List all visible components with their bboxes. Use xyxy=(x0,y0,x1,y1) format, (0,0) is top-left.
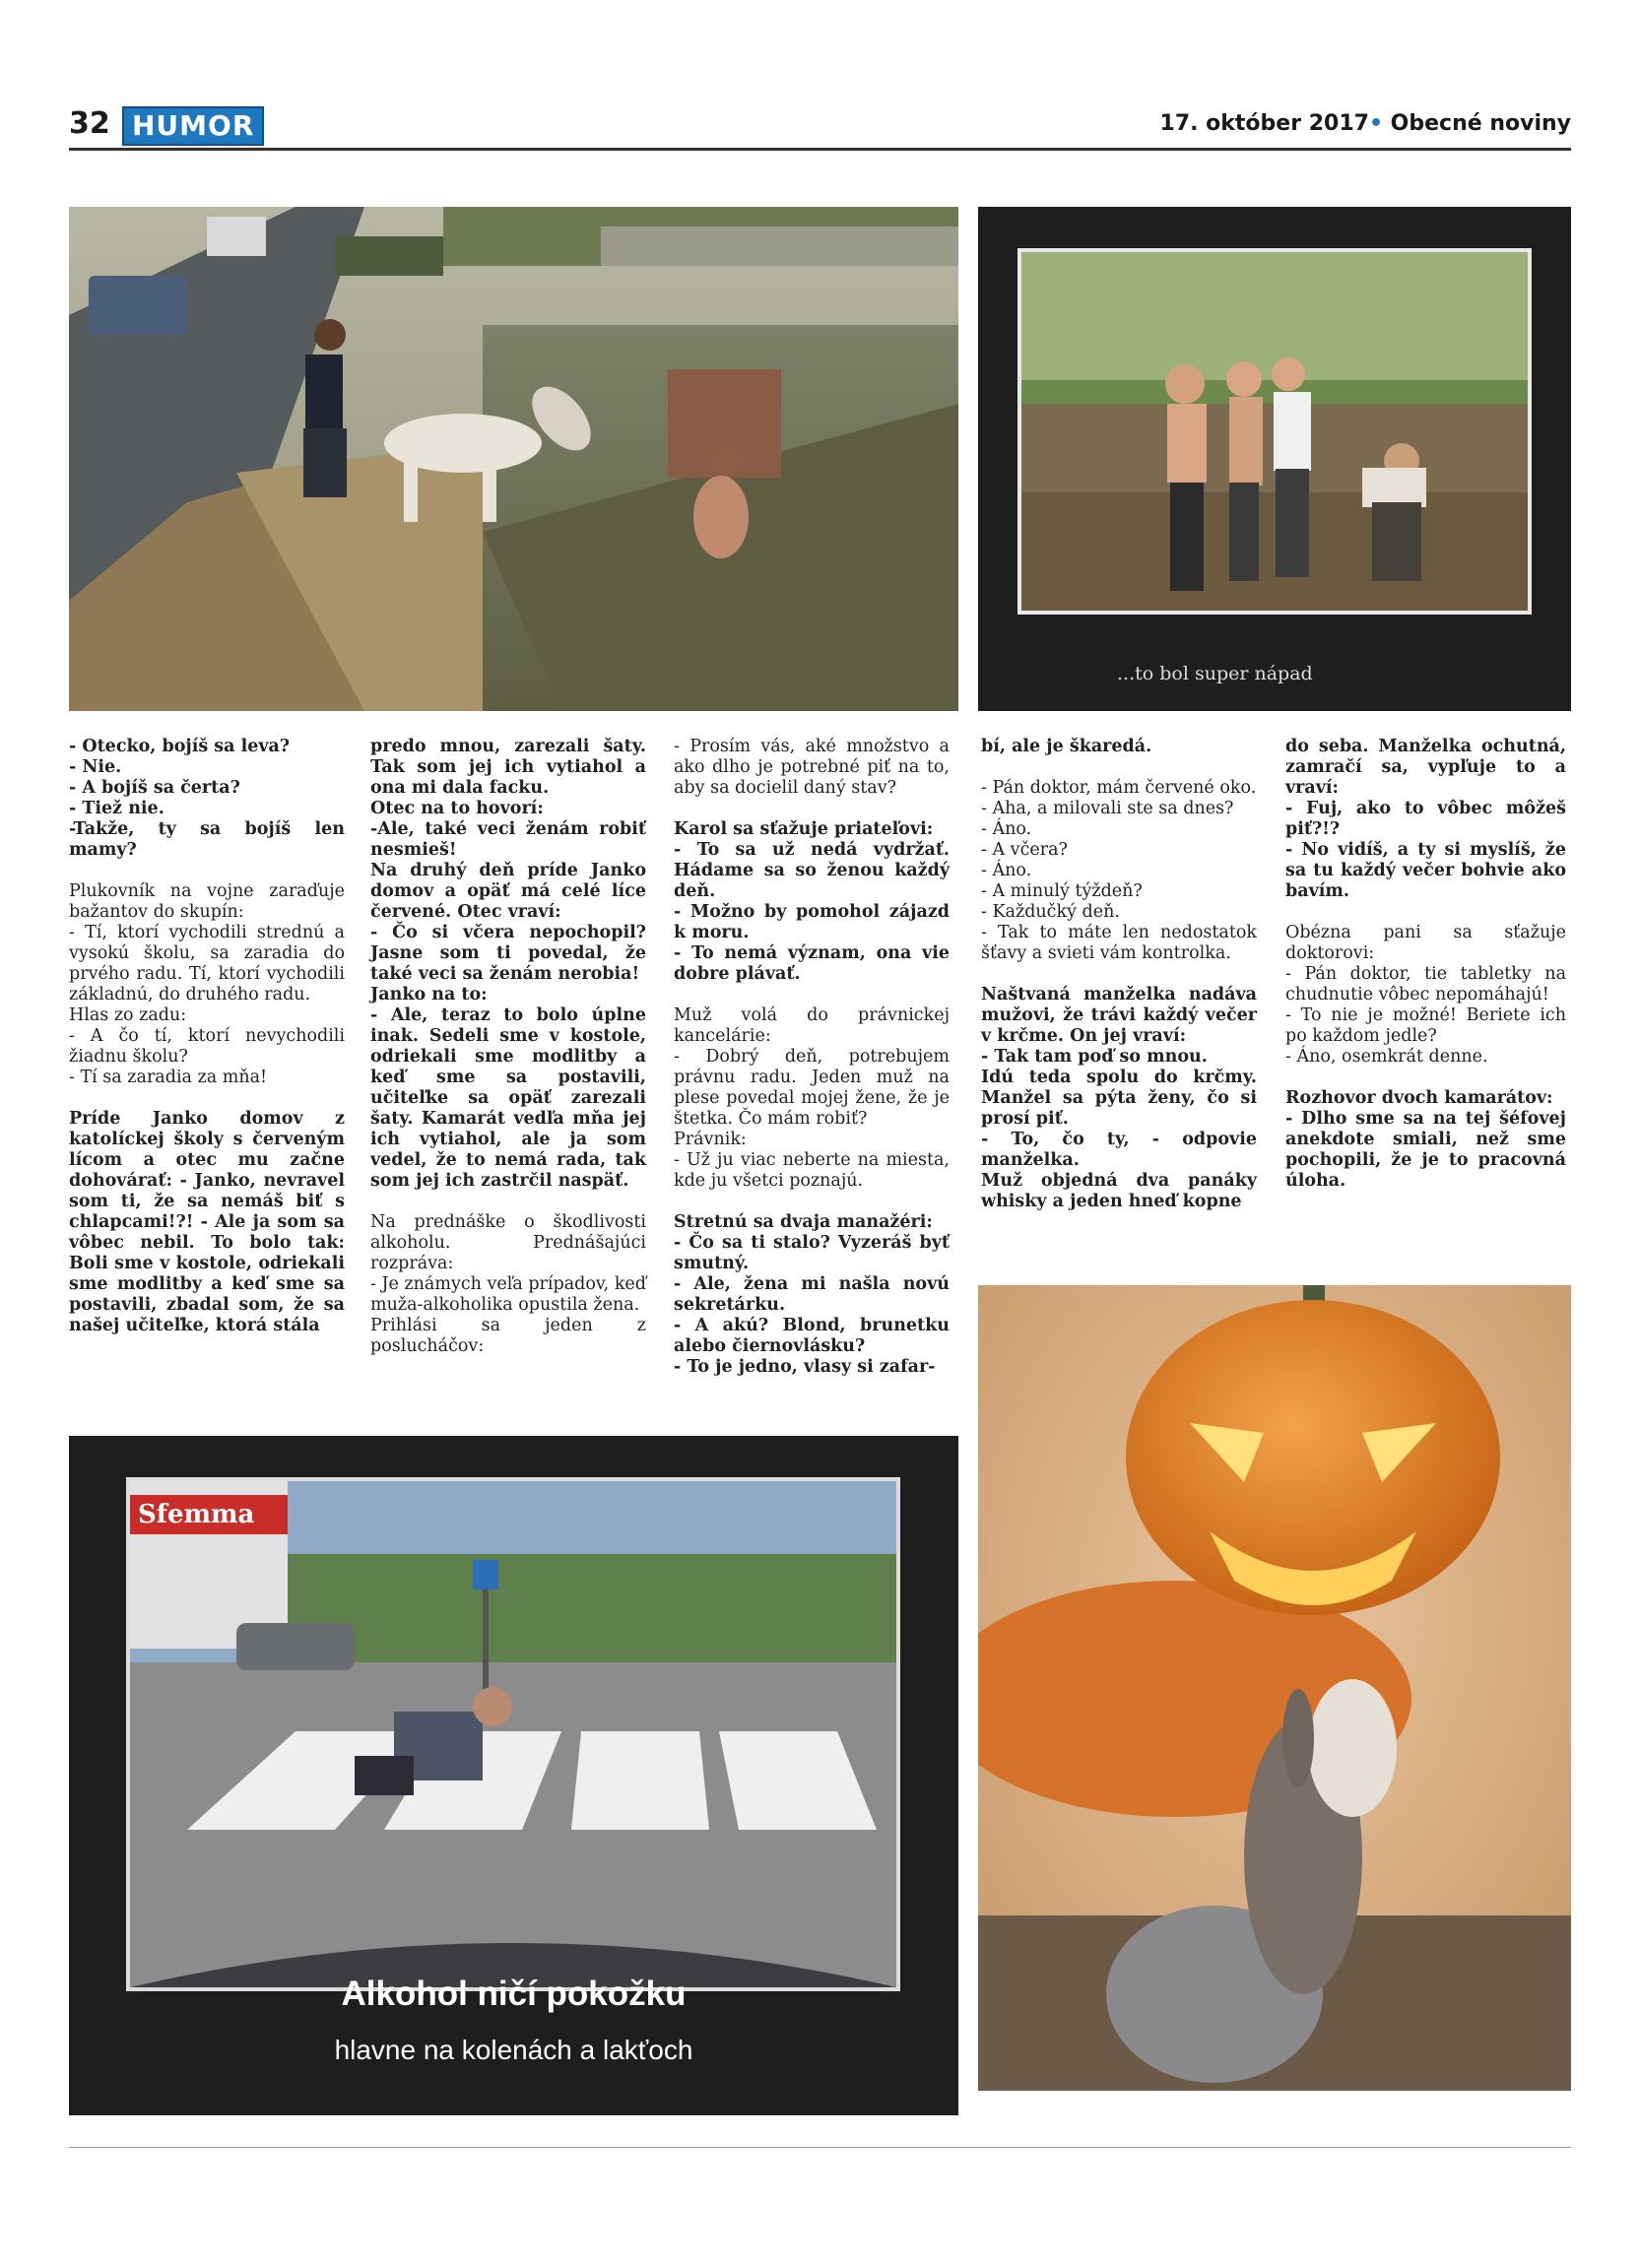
joke-line: - A čo tí, ktorí nevychodili žiadnu školu? xyxy=(69,1026,345,1067)
joke-line: -Ale, také veci ženám robiť nesmieš! xyxy=(370,819,646,860)
crawl-caption-line1: Alkohol ničí pokožku xyxy=(341,1975,687,2013)
page-header xyxy=(69,102,1571,146)
joke-line: bí, ale je škaredá. xyxy=(981,737,1152,756)
pumpkin-squirrel-image xyxy=(978,1285,1571,2091)
joke-line: - Tak to máte len nedostatok šťavy a svieti vám kontrolka. xyxy=(981,923,1257,963)
joke-line: - A akú? Blond, brunetku alebo čiernovlásku? xyxy=(674,1316,950,1356)
page-number: 32 xyxy=(69,106,110,141)
pumpkin-squirrel-photo xyxy=(978,1285,1571,2091)
text-column-2 xyxy=(370,737,646,1357)
joke-line: -Takže, ty sa bojíš len mamy? xyxy=(69,819,345,860)
joke-line: Naštvaná manželka nadáva mužovi, že trávi každý večer v krčme. On jej vraví: xyxy=(981,985,1257,1046)
joke-line: - Ale, žena mi našla novú sekretárku. xyxy=(674,1274,950,1315)
joke-line: Muž objedná dva panáky whisky a jeden hneď kopne xyxy=(981,1171,1257,1211)
joke-line: - To nemá význam, ona vie dobre plávať. xyxy=(674,943,950,984)
joke-line: - Tak tam poď so mnou. xyxy=(981,1047,1208,1067)
joke-line: Janko na to: xyxy=(370,985,488,1004)
joke-line: - Áno. xyxy=(981,861,1032,880)
joke-line: predo mnou, zarezali šaty. Tak som jej ich vytiahol a ona mi dala facku. xyxy=(370,737,646,798)
joke-line: - A bojíš sa čerta? xyxy=(69,778,240,798)
joke-line: Muž volá do právnickej kancelárie: xyxy=(674,1005,950,1046)
joke-line: Otec na to hovorí: xyxy=(370,799,544,818)
joke-line: - Nie. xyxy=(69,757,122,777)
joke-line: Karol sa sťažuje priateľovi: xyxy=(674,819,934,839)
joke-line: Prihlási sa jeden z poslucháčov: xyxy=(370,1316,646,1356)
joke-line: - Možno by pomohol zájazd k moru. xyxy=(674,902,950,942)
issue-info xyxy=(1160,102,1571,146)
joke-line: - To je jedno, vlasy si zafar- xyxy=(674,1357,936,1377)
text-column-3 xyxy=(674,737,950,1378)
footer-rule xyxy=(69,2147,1571,2148)
joke-paragraph: Príde Janko domov z katolíckej školy s červeným lícom a otec mu začne dohovárať: - Janko, nevravel som ti, že sa nemáš biť s chlapcami!?! - Ale ja som sa vôbec nebil. To bolo tak: Boli sme v kostole, odriekali sme modlitby a keď sme sa postavili, zbadal som, že sa našej učiteľke, ktorá stála xyxy=(69,1109,345,1335)
joke-line: - To, čo ty, - odpovie manželka. xyxy=(981,1130,1257,1170)
joke-line: - Fuj, ako to vôbec môžeš piť?!? xyxy=(1285,799,1566,839)
store-sign-text: Sfemma xyxy=(138,1500,255,1529)
text-column-1 xyxy=(69,737,345,1357)
joke-line: - Čo sa ti stalo? Vyzeráš byť smutný. xyxy=(674,1233,950,1273)
joke-line: - Každučký deň. xyxy=(981,902,1120,922)
joke-line: - Už ju viac neberte na miesta, kde ju všetci poznajú. xyxy=(674,1150,950,1191)
joke-line: - Čo si včera nepochopil? Jasne som ti povedal, že také veci sa ženám nerobia! xyxy=(370,923,646,984)
issue-date: 17. október 2017 xyxy=(1159,111,1369,136)
joke-line: - Ale, teraz to bolo úplne inak. Sedeli sme v kostole, odriekali sme modlitby a keď sme sa postavili, učiteľke sa opäť zarezali šaty. Kamarát vedľa mňa jej ich vytiahol, ale ja som vedel, že to nemá rada, tak som jej ich zastrčil naspäť. xyxy=(370,1005,646,1191)
garden-demotivator-photo xyxy=(978,207,1571,711)
joke-line: Hlas zo zadu: xyxy=(69,1005,187,1025)
garden-caption-line2: ...to bol super nápad xyxy=(1117,663,1313,684)
joke-line: - To sa už nedá vydržať. Hádame sa so ženou každý deň. xyxy=(674,840,950,901)
joke-line: - Aha, a milovali ste sa dnes? xyxy=(981,799,1234,818)
joke-line: - Tí sa zaradia za mňa! xyxy=(69,1068,268,1087)
separator-dot: • xyxy=(1368,111,1383,136)
joke-line: - Tí, ktorí vychodili strednú a vysokú školu, sa zaradia do prvého radu. Tí, ktorí vychodili základnú, do druhého radu. xyxy=(69,923,345,1004)
header-rule xyxy=(69,148,1571,151)
text-column-5 xyxy=(1285,737,1566,1192)
garden-image xyxy=(978,207,1571,711)
joke-line: - Dobrý deň, potrebujem právnu radu. Jeden muž na plese povedal mojej žene, že je štetka. Čo mám robiť? xyxy=(674,1047,950,1129)
joke-line: Plukovník na vojne zaraďuje bažantov do skupín: xyxy=(69,881,345,922)
crawl-caption-line2: hlavne na kolenách a lakťoch xyxy=(334,2035,693,2065)
newspaper-name: Obecné noviny xyxy=(1390,111,1571,136)
joke-line: - Prosím vás, aké množstvo a ako dlho je potrebné piť na to, aby sa docielil daný stav? xyxy=(674,737,950,798)
joke-line: Idú teda spolu do krčmy. Manžel sa pýta ženy, čo si prosí piť. xyxy=(981,1068,1257,1129)
joke-line: Na prednáške o škodlivosti alkoholu. Prednášajúci rozpráva: xyxy=(370,1212,646,1273)
joke-line: - No vidíš, a ty si myslíš, že sa tu každý večer bohvie ako bavím. xyxy=(1285,840,1566,901)
joke-line: - A včera? xyxy=(981,840,1068,860)
donkey-river-image xyxy=(69,207,958,711)
joke-line: Stretnú sa dvaja manažéri: xyxy=(674,1212,933,1232)
joke-line: - Tiež nie. xyxy=(69,799,164,818)
joke-line: Na druhý deň príde Janko domov a opäť má celé líce červené. Otec vraví: xyxy=(370,861,646,922)
joke-line: Právnik: xyxy=(674,1130,747,1149)
joke-line: - Áno. xyxy=(981,819,1032,839)
text-column-4 xyxy=(981,737,1257,1212)
joke-line: - A minulý týždeň? xyxy=(981,881,1143,901)
joke-line: do seba. Manželka ochutná, zamračí sa, vypľuje to a vraví: xyxy=(1285,737,1566,798)
joke-line: - Pán doktor, tie tabletky na chudnutie vôbec nepomáhajú! xyxy=(1285,964,1566,1004)
joke-line: - Dlho sme sa na tej šéfovej anekdote smiali, než sme pochopili, že je to pracovná úloha. xyxy=(1285,1109,1566,1191)
joke-line: Obézna pani sa sťažuje doktorovi: xyxy=(1285,923,1566,963)
donkey-river-photo xyxy=(69,207,958,711)
joke-line: Rozhovor dvoch kamarátov: xyxy=(1285,1088,1553,1108)
joke-line: - Je známych veľa prípadov, keď muža-alkoholika opustila žena. xyxy=(370,1274,646,1315)
joke-line: - To nie je možné! Beriete ich po každom jedle? xyxy=(1285,1005,1566,1046)
joke-line: - Pán doktor, mám červené oko. xyxy=(981,778,1257,798)
section-label: HUMOR xyxy=(122,106,264,146)
joke-line: - Otecko, bojíš sa leva? xyxy=(69,737,291,756)
joke-line: - Áno, osemkrát denne. xyxy=(1285,1047,1488,1067)
